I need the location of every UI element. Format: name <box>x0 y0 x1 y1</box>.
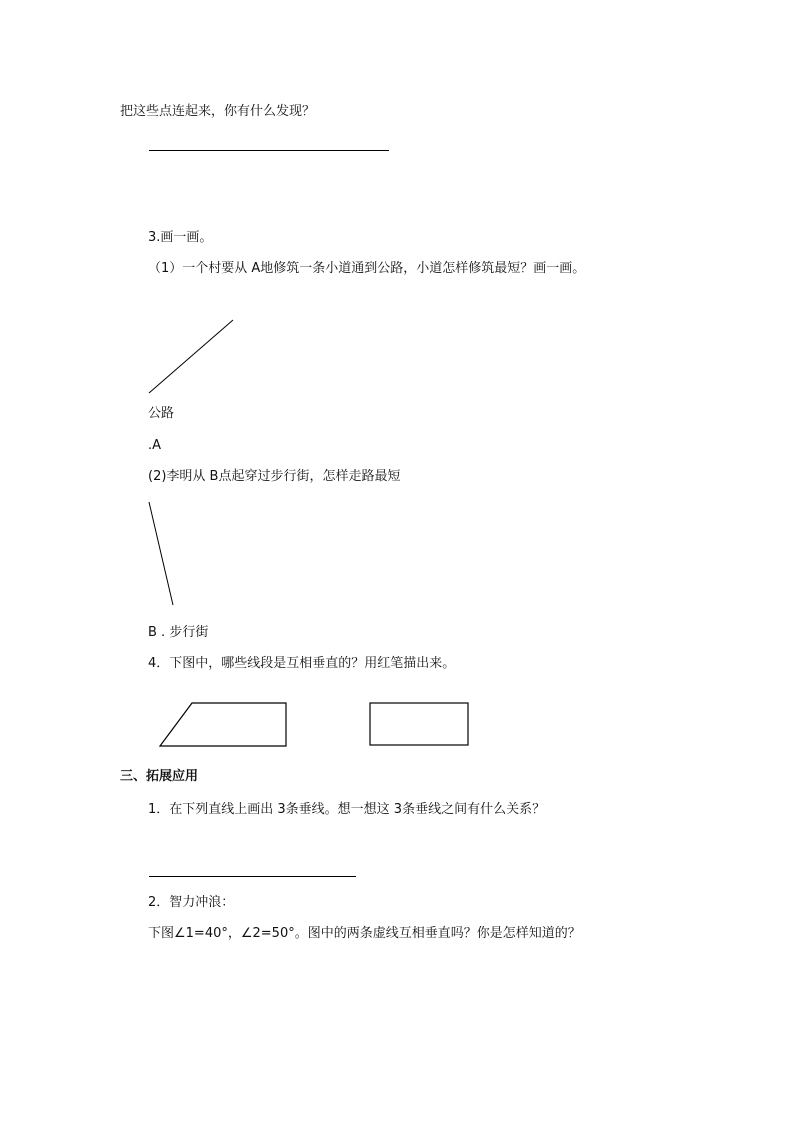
q4-shapes-figure <box>150 695 490 755</box>
rectangle-shape <box>370 703 468 745</box>
point-a-label: .A <box>148 438 162 453</box>
q3-title: 3.画一画。 <box>148 230 213 245</box>
q3-part1-prompt: （1）一个村要从 A地修筑一条小道通到公路，小道怎样修筑最短？画一画。 <box>148 261 586 276</box>
q3-part2-prompt: (2)李明从 B点起穿过步行街，怎样走路最短 <box>148 469 401 484</box>
section3-heading: 三、拓展应用 <box>120 769 199 784</box>
q4-prompt: 4．下图中，哪些线段是互相垂直的？用红笔描出来。 <box>148 656 456 671</box>
s3-q2-prompt: 下图∠1=40°，∠2=50°。图中的两条虚线互相垂直吗？你是怎样知道的？ <box>148 926 581 941</box>
straight-line <box>149 876 356 877</box>
trapezoid-shape <box>160 703 286 746</box>
s3-q1-prompt: 1．在下列直线上画出 3条垂线。想一想这 3条垂线之间有什么关系？ <box>148 802 546 817</box>
road-line-figure <box>145 318 245 398</box>
answer-line <box>149 150 389 151</box>
road-label: 公路 <box>148 406 175 421</box>
s3-q2-title: 2．智力冲浪： <box>148 895 235 910</box>
connect-points-question: 把这些点连起来，你有什么发现？ <box>120 104 316 119</box>
street-line-figure <box>145 500 185 610</box>
point-b-street-label: B . 步行街 <box>148 625 209 640</box>
street-line <box>149 502 173 605</box>
road-line <box>149 320 233 393</box>
